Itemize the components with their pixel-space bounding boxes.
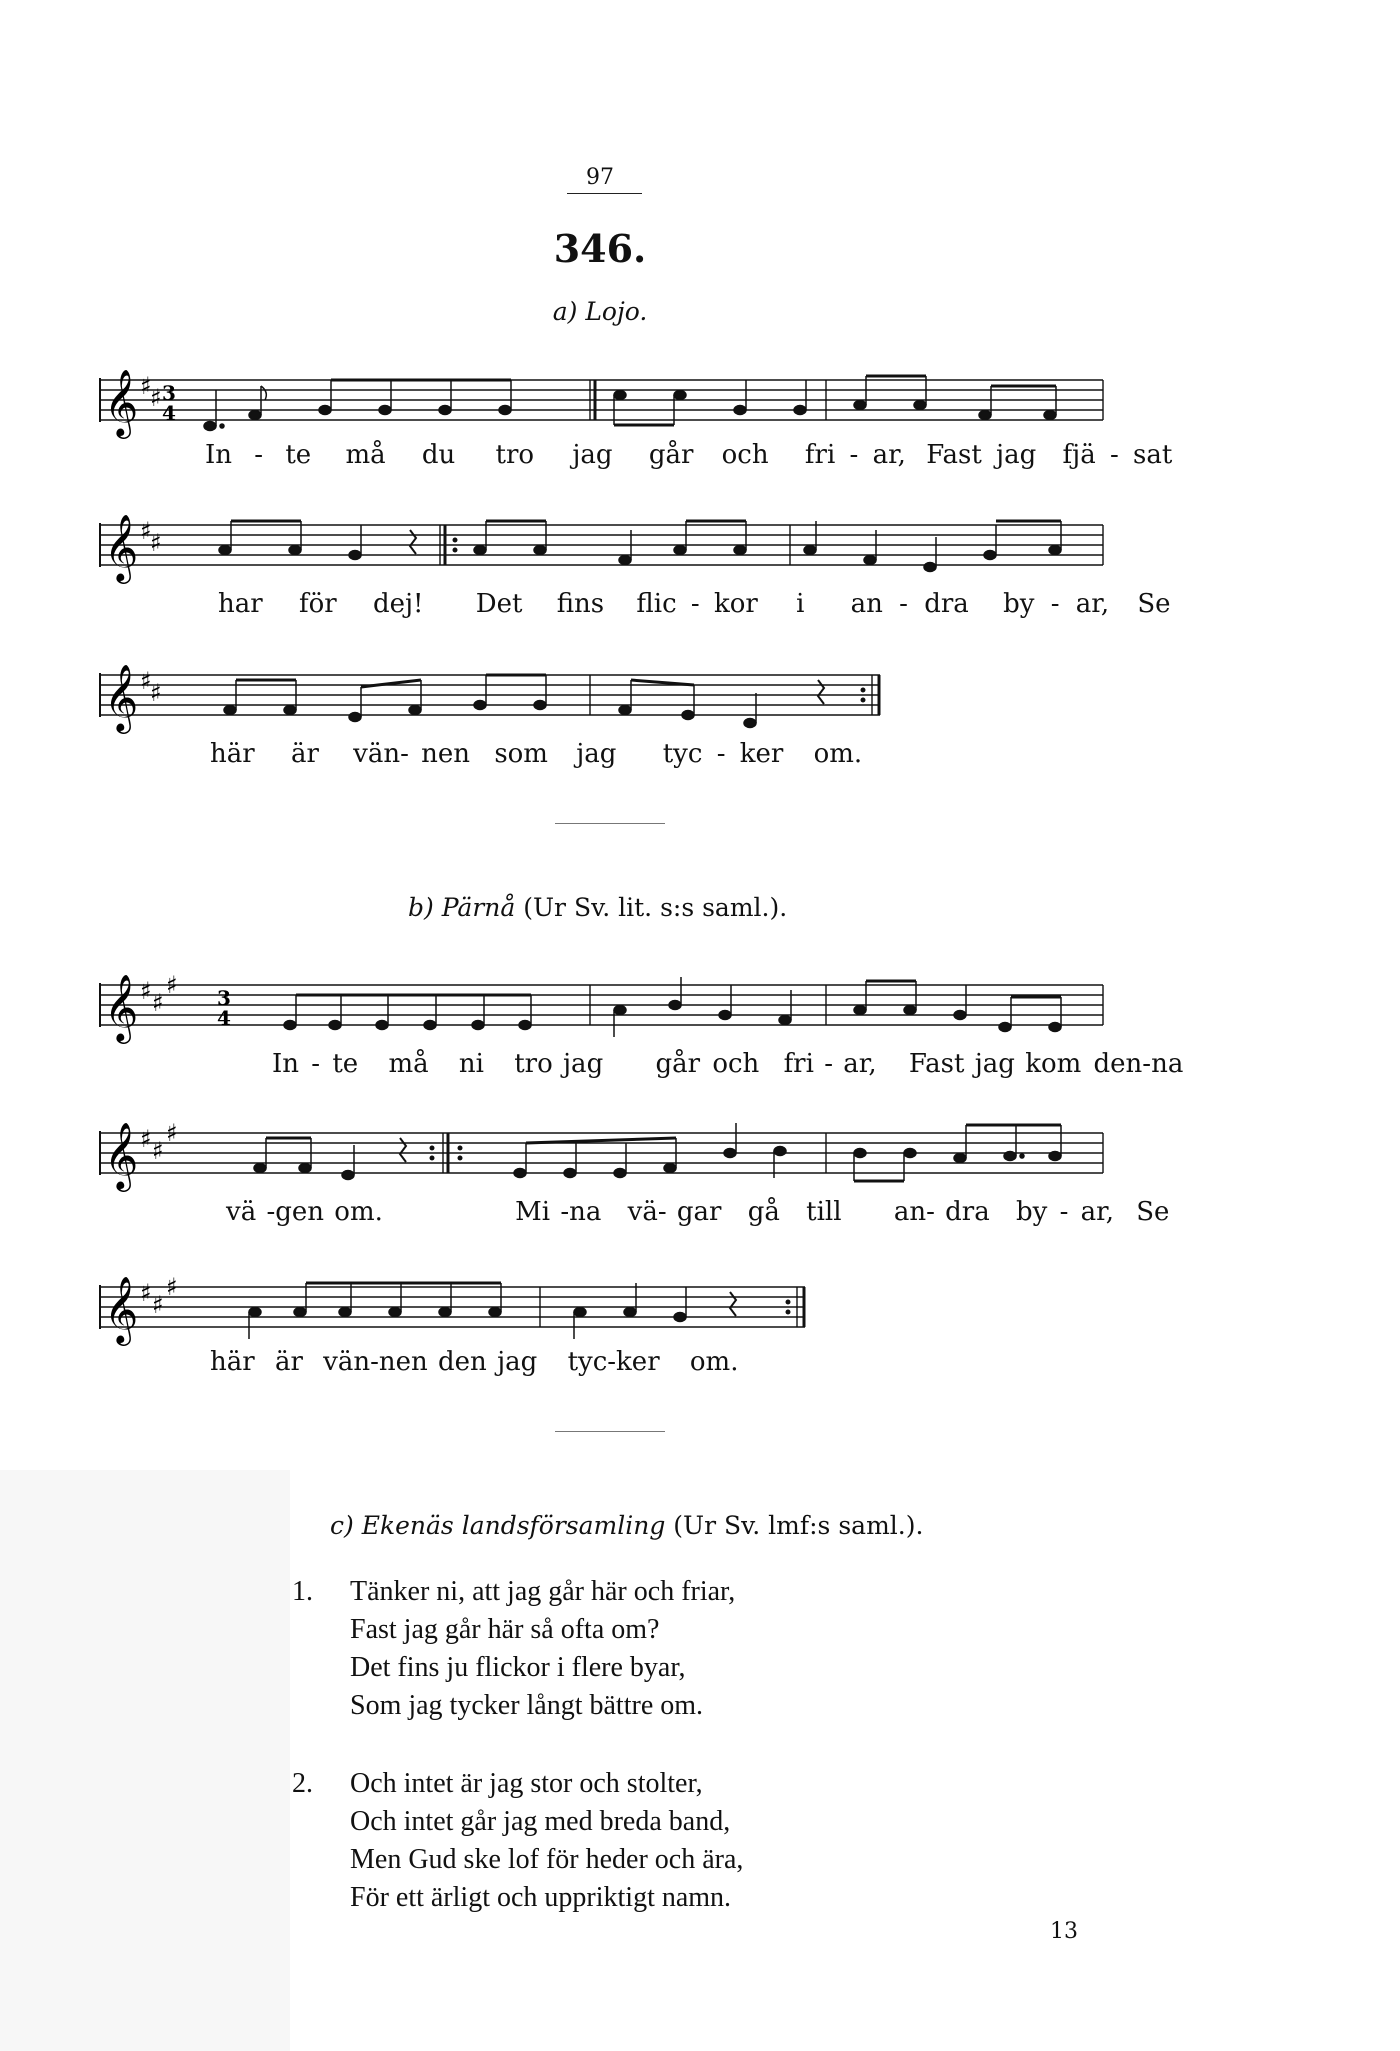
syllable: gå (747, 1197, 780, 1227)
syllable: nen (421, 739, 471, 769)
rest-icon (400, 1138, 406, 1162)
syllable: kom (1025, 1049, 1082, 1079)
syllable: om. (813, 739, 863, 769)
verse-line: Tänker ni, att jag går här och friar, (350, 1576, 736, 1607)
lyrics-a-1 (205, 440, 1172, 470)
sharp-icon: ♯ (150, 384, 162, 412)
syllable: -na (560, 1197, 602, 1227)
syllable: - (311, 1049, 321, 1079)
syllable: och (712, 1049, 760, 1079)
syllable: - (716, 739, 726, 769)
syllable: vä- (627, 1197, 667, 1227)
syllable: den (438, 1347, 487, 1377)
treble-clef-icon: 𝄞 (104, 368, 139, 436)
syllable: ar, (872, 440, 906, 470)
staff-a-2 (100, 515, 1110, 595)
syllable: Det (475, 589, 523, 619)
sharp-icon: ♯ (152, 989, 164, 1017)
verse-number: 1. (292, 1576, 313, 1607)
syllable: ker (739, 739, 784, 769)
syllable: - (849, 440, 859, 470)
syllable: Mi (515, 1197, 551, 1227)
staff-b-1 (100, 971, 1110, 1055)
syllable: jag (563, 1049, 604, 1079)
rest-icon (730, 1292, 736, 1316)
verse-1 (292, 1576, 992, 1736)
signature-number: 13 (1050, 1919, 1078, 1944)
syllable: jag (974, 1049, 1015, 1079)
staff-a-3-svg (100, 665, 890, 745)
syllable: by (1015, 1197, 1048, 1227)
verse-line: Och intet går jag med breda band, (350, 1806, 731, 1837)
syllable: jag (497, 1347, 538, 1377)
sharp-icon: ♯ (152, 1291, 164, 1319)
sharp-icon: ♯ (140, 1279, 152, 1307)
page-number: 97 (586, 165, 614, 190)
sharp-icon: ♯ (150, 529, 162, 557)
syllable: är (274, 1347, 303, 1377)
syllable: sat (1133, 440, 1173, 470)
rest-icon (410, 530, 416, 554)
section-b-source: (Ur Sv. lit. s:s saml.). (523, 893, 788, 922)
syllable: och (721, 440, 769, 470)
syllable: vän-nen (323, 1347, 428, 1377)
syllable: ar, (1080, 1197, 1114, 1227)
sharp-icon: ♯ (150, 679, 162, 707)
syllable: Fast (926, 440, 982, 470)
section-b-heading (408, 893, 787, 922)
staff-a-2-svg (100, 515, 1110, 595)
syllable: an (850, 589, 883, 619)
syllable: - (899, 589, 908, 619)
staff-b-1-svg (100, 971, 1110, 1055)
time-signature: 3 (162, 381, 176, 405)
syllable: - (824, 1049, 833, 1079)
syllable: kor (713, 589, 758, 619)
syllable: - (1059, 1197, 1069, 1227)
staff-a-1 (100, 370, 1110, 450)
staff-b-2-svg (100, 1119, 1110, 1203)
syllable: -gen (266, 1197, 325, 1227)
section-c-source: (Ur Sv. lmf:s saml.). (673, 1511, 924, 1540)
syllable: In (205, 440, 233, 470)
sharp-icon: ♯ (166, 1273, 178, 1301)
syllable: ar, (843, 1049, 877, 1079)
syllable: jag (572, 440, 613, 470)
staff-a-1-svg (100, 370, 1110, 450)
syllable: för (298, 589, 337, 619)
verse-line: För ett ärligt och uppriktigt namn. (350, 1882, 732, 1913)
syllable: i (796, 589, 805, 619)
syllable: om. (689, 1347, 739, 1377)
syllable: te (285, 440, 312, 470)
verse-line: Och intet är jag stor och stolter, (350, 1768, 703, 1799)
syllable: - (690, 589, 700, 619)
syllable: ni (458, 1049, 484, 1079)
section-c-label: c) (330, 1511, 354, 1540)
syllable: gar (676, 1197, 722, 1227)
syllable: fins (556, 589, 605, 619)
verse-line: Men Gud ske lof för heder och ära, (350, 1844, 744, 1875)
syllable: må (345, 440, 386, 470)
syllable: - (1109, 440, 1119, 470)
syllable: fri (783, 1049, 814, 1079)
time-signature: 4 (162, 401, 176, 425)
syllable: har (218, 589, 263, 619)
treble-clef-icon: 𝄞 (104, 973, 139, 1041)
treble-clef-icon: 𝄞 (104, 1275, 139, 1343)
syllable: dej! (372, 589, 424, 619)
section-b-place: Pärnå (441, 893, 516, 922)
section-a-heading (0, 297, 1200, 326)
lyrics-b-3 (210, 1347, 738, 1377)
syllable: dra (945, 1197, 990, 1227)
syllable: tro (514, 1049, 553, 1079)
lyrics-b-2 (226, 1197, 1169, 1227)
syllable: om. (334, 1197, 383, 1227)
staff-b-3-svg (100, 1273, 815, 1357)
syllable: den-na (1093, 1049, 1184, 1079)
syllable: må (388, 1049, 429, 1079)
section-a-place: Lojo. (585, 297, 648, 326)
verse-line: Som jag tycker långt bättre om. (350, 1690, 704, 1721)
syllable: fjä (1062, 440, 1096, 470)
staff-b-3 (100, 1273, 815, 1357)
rest-icon (818, 680, 824, 704)
syllable: här (210, 1347, 255, 1377)
syllable: här (210, 739, 255, 769)
syllable: by (1003, 589, 1035, 619)
treble-clef-icon: 𝄞 (104, 1121, 139, 1189)
sharp-icon: ♯ (140, 517, 152, 545)
sharp-icon: ♯ (140, 667, 152, 695)
section-divider (555, 1431, 665, 1432)
syllable: In (272, 1049, 300, 1079)
syllable: jag (576, 739, 617, 769)
section-c-heading (330, 1511, 923, 1540)
syllable: Se (1137, 589, 1171, 619)
sharp-icon: ♯ (140, 1125, 152, 1153)
sharp-icon: ♯ (140, 372, 152, 400)
lyrics-b-1 (272, 1049, 1183, 1079)
syllable: går (648, 440, 694, 470)
syllable: jag (996, 440, 1037, 470)
syllable: ar, (1075, 589, 1110, 619)
syllable: Fast (908, 1049, 965, 1079)
syllable: vä (226, 1197, 257, 1227)
lyrics-a-2 (218, 589, 1171, 619)
staff-a-3 (100, 665, 890, 745)
syllable: Se (1136, 1197, 1170, 1227)
treble-clef-icon: 𝄞 (104, 513, 139, 581)
sharp-icon: ♯ (166, 971, 178, 999)
verse-line: Fast jag går här så ofta om? (350, 1614, 660, 1645)
section-divider (555, 823, 665, 824)
verse-number: 2. (292, 1768, 313, 1799)
syllable: tro (495, 440, 535, 470)
syllable: flic (636, 589, 677, 619)
syllable: - (254, 440, 264, 470)
syllable: - (1050, 589, 1060, 619)
time-signature: 3 (217, 986, 231, 1010)
syllable: te (332, 1049, 359, 1079)
section-b-label: b) (408, 893, 434, 922)
treble-clef-icon: 𝄞 (104, 663, 139, 731)
syllable: an- (893, 1197, 935, 1227)
syllable: vän- (353, 739, 409, 769)
syllable: går (655, 1049, 701, 1079)
syllable: tyc (662, 739, 703, 769)
song-number: 346. (553, 226, 647, 271)
time-signature: 4 (217, 1006, 231, 1030)
sharp-icon: ♯ (166, 1119, 178, 1147)
syllable: till (806, 1197, 842, 1227)
verse-line: Det fins ju flickor i flere byar, (350, 1652, 686, 1683)
sharp-icon: ♯ (152, 1137, 164, 1165)
syllable: du (421, 440, 456, 470)
syllable: tyc-ker (567, 1347, 660, 1377)
section-a-label: a) (552, 297, 578, 326)
section-c-place: Ekenäs landsförsamling (361, 1511, 666, 1540)
syllable: som (494, 739, 548, 769)
verse-2 (292, 1768, 992, 1928)
scan-shading (0, 1470, 290, 2051)
sharp-icon: ♯ (140, 977, 152, 1005)
page-number-rule (567, 193, 642, 194)
syllable: fri (804, 440, 836, 470)
syllable: dra (924, 589, 969, 619)
staff-b-2 (100, 1119, 1110, 1203)
syllable: är (290, 739, 319, 769)
lyrics-a-3 (210, 739, 862, 769)
